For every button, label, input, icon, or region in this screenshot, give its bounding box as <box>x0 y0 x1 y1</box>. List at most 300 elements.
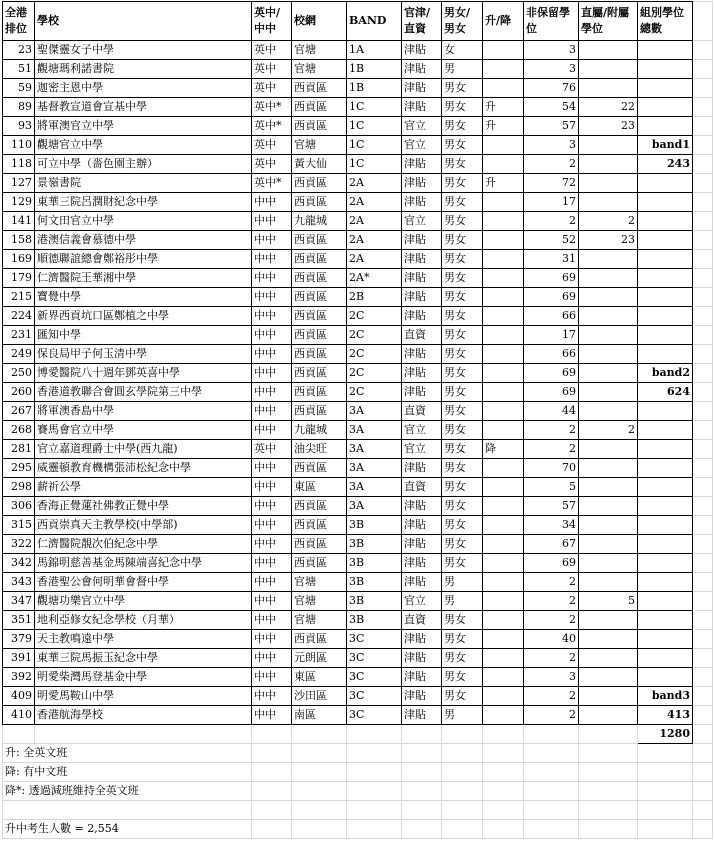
cell-medium: 英中 <box>252 79 292 98</box>
table-row <box>3 326 713 345</box>
cell-updown <box>483 668 524 687</box>
note-text: 降*: 透過減班維持全英文班 <box>3 782 252 801</box>
table-row <box>3 592 713 611</box>
cell-medium: 英中* <box>252 174 292 193</box>
cell-gender: 女 <box>442 41 483 60</box>
cell-direct <box>579 497 638 516</box>
empty-cell <box>524 763 579 782</box>
cell-rank: 93 <box>3 117 35 136</box>
cell-updown <box>483 421 524 440</box>
cell-gender: 男女 <box>442 269 483 288</box>
table-row <box>3 478 713 497</box>
cell-district: 西貢區 <box>292 459 347 478</box>
cell-school: 香港道教聯合會圓玄學院第三中學 <box>35 383 252 402</box>
cell-district: 官塘 <box>292 592 347 611</box>
empty-cell <box>638 820 693 839</box>
cell-school: 仁濟醫院王華湘中學 <box>35 269 252 288</box>
cell-gender: 男女 <box>442 98 483 117</box>
empty-cell <box>579 763 638 782</box>
header-nonreserved: 非保留學位 <box>524 2 579 41</box>
cell-district: 西貢區 <box>292 98 347 117</box>
cell-school: 港澳信義會慕德中學 <box>35 231 252 250</box>
cell-band: 3B <box>347 573 402 592</box>
empty-cell <box>693 79 713 98</box>
empty-cell <box>693 288 713 307</box>
cell-school: 香港聖公會何明華會督中學 <box>35 573 252 592</box>
cell-band-total <box>638 41 693 60</box>
cell-direct <box>579 706 638 725</box>
cell-district: 西貢區 <box>292 250 347 269</box>
cell-band-total <box>638 402 693 421</box>
cell-finance: 津貼 <box>402 649 442 668</box>
cell-nonreserved: 17 <box>524 326 579 345</box>
cell-finance: 津貼 <box>402 193 442 212</box>
empty-cell <box>693 592 713 611</box>
cell-updown <box>483 554 524 573</box>
cell-band-total <box>638 193 693 212</box>
cell-school: 何文田官立中學 <box>35 212 252 231</box>
cell-rank: 127 <box>3 174 35 193</box>
cell-school: 觀塘功樂官立中學 <box>35 592 252 611</box>
empty-cell <box>693 687 713 706</box>
empty-cell <box>402 744 442 763</box>
cell-district: 西貢區 <box>292 269 347 288</box>
cell-gender: 男女 <box>442 345 483 364</box>
empty-cell <box>693 573 713 592</box>
table-row <box>3 535 713 554</box>
cell-nonreserved: 3 <box>524 60 579 79</box>
cell-rank: 379 <box>3 630 35 649</box>
cell-school: 香海正覺蓮社佛教正覺中學 <box>35 497 252 516</box>
table-row <box>3 440 713 459</box>
empty-cell <box>638 744 693 763</box>
cell-district: 官塘 <box>292 136 347 155</box>
cell-nonreserved: 2 <box>524 611 579 630</box>
cell-band: 1B <box>347 60 402 79</box>
cell-district: 西貢區 <box>292 193 347 212</box>
empty-cell <box>693 554 713 573</box>
empty-cell <box>638 763 693 782</box>
cell-rank: 343 <box>3 573 35 592</box>
cell-medium: 中中 <box>252 231 292 250</box>
cell-nonreserved: 52 <box>524 231 579 250</box>
empty-cell <box>693 440 713 459</box>
cell-updown <box>483 383 524 402</box>
table-row <box>3 231 713 250</box>
cell-direct: 2 <box>579 421 638 440</box>
cell-band-total: 243 <box>638 155 693 174</box>
cell-nonreserved: 67 <box>524 535 579 554</box>
cell-rank: 224 <box>3 307 35 326</box>
empty-cell <box>347 820 402 839</box>
table-row <box>3 383 713 402</box>
table-row <box>3 288 713 307</box>
cell-school: 新界西貢坑口區鄭植之中學 <box>35 307 252 326</box>
cell-nonreserved: 2 <box>524 421 579 440</box>
cell-updown <box>483 649 524 668</box>
cell-gender: 男 <box>442 573 483 592</box>
cell-school: 迦密主恩中學 <box>35 79 252 98</box>
cell-district: 元朗區 <box>292 649 347 668</box>
cell-band: 2C <box>347 383 402 402</box>
cell-finance: 津貼 <box>402 706 442 725</box>
cell-gender: 男女 <box>442 250 483 269</box>
cell-gender: 男女 <box>442 478 483 497</box>
cell-finance: 津貼 <box>402 41 442 60</box>
cell-finance: 官立 <box>402 136 442 155</box>
cell-district: 西貢區 <box>292 364 347 383</box>
cell-band: 3C <box>347 668 402 687</box>
cell-direct <box>579 60 638 79</box>
header-row <box>3 2 713 41</box>
cell-district: 西貢區 <box>292 345 347 364</box>
empty-cell <box>693 383 713 402</box>
cell-band-total <box>638 60 693 79</box>
cell-band-total <box>638 478 693 497</box>
cell-medium: 英中 <box>252 440 292 459</box>
table-row <box>3 649 713 668</box>
cell-band-total <box>638 459 693 478</box>
cell-band: 3C <box>347 706 402 725</box>
empty-cell <box>442 763 483 782</box>
cell-band-total <box>638 649 693 668</box>
cell-rank: 59 <box>3 79 35 98</box>
cell-medium: 中中 <box>252 668 292 687</box>
table-row <box>3 668 713 687</box>
empty-cell <box>693 326 713 345</box>
empty-cell <box>292 744 347 763</box>
cell-band-total: 624 <box>638 383 693 402</box>
cell-gender: 男 <box>442 60 483 79</box>
empty-cell <box>252 820 292 839</box>
cell-band: 2C <box>347 307 402 326</box>
cell-updown <box>483 459 524 478</box>
empty-cell <box>252 782 292 801</box>
cell-district: 官塘 <box>292 60 347 79</box>
cell-school: 將軍澳香島中學 <box>35 402 252 421</box>
table-row <box>3 193 713 212</box>
cell-updown <box>483 41 524 60</box>
cell-band: 3A <box>347 421 402 440</box>
cell-district: 西貢區 <box>292 79 347 98</box>
empty-cell <box>693 763 713 782</box>
cell-medium: 中中 <box>252 212 292 231</box>
cell-updown <box>483 326 524 345</box>
table-row <box>3 459 713 478</box>
cell-finance: 官立 <box>402 212 442 231</box>
cell-gender: 男女 <box>442 611 483 630</box>
cell-medium: 中中 <box>252 345 292 364</box>
cell-finance: 津貼 <box>402 668 442 687</box>
cell-school: 寶覺中學 <box>35 288 252 307</box>
cell-medium: 中中 <box>252 250 292 269</box>
header-updown: 升/降 <box>483 2 524 41</box>
cell-direct <box>579 687 638 706</box>
empty-cell <box>693 117 713 136</box>
cell-finance: 官立 <box>402 440 442 459</box>
note-row <box>3 782 713 801</box>
cell-district: 官塘 <box>292 41 347 60</box>
cell-rank: 51 <box>3 60 35 79</box>
cell-gender: 男女 <box>442 554 483 573</box>
empty-cell <box>693 269 713 288</box>
cell-updown: 升 <box>483 117 524 136</box>
cell-band-total: band1 <box>638 136 693 155</box>
empty-cell <box>693 193 713 212</box>
empty-cell <box>252 725 292 744</box>
cell-gender: 男女 <box>442 421 483 440</box>
cell-district: 黃大仙 <box>292 155 347 174</box>
cell-finance: 官立 <box>402 592 442 611</box>
cell-finance: 津貼 <box>402 573 442 592</box>
header-school: 學校 <box>35 2 252 41</box>
empty-cell <box>347 725 402 744</box>
empty-cell <box>442 725 483 744</box>
note-row <box>3 820 713 839</box>
cell-district: 西貢區 <box>292 630 347 649</box>
cell-school: 薪祈公學 <box>35 478 252 497</box>
cell-direct <box>579 155 638 174</box>
cell-direct: 5 <box>579 592 638 611</box>
table-row <box>3 250 713 269</box>
empty-cell <box>693 231 713 250</box>
cell-district: 西貢區 <box>292 497 347 516</box>
cell-nonreserved: 2 <box>524 440 579 459</box>
empty-cell <box>693 136 713 155</box>
cell-nonreserved: 2 <box>524 155 579 174</box>
cell-updown <box>483 212 524 231</box>
empty-cell <box>693 60 713 79</box>
cell-rank: 391 <box>3 649 35 668</box>
cell-band-total: 413 <box>638 706 693 725</box>
cell-finance: 直資 <box>402 402 442 421</box>
cell-gender: 男女 <box>442 535 483 554</box>
cell-direct <box>579 630 638 649</box>
table-row <box>3 174 713 193</box>
empty-cell <box>524 801 579 820</box>
cell-updown <box>483 611 524 630</box>
cell-direct <box>579 573 638 592</box>
cell-nonreserved: 44 <box>524 402 579 421</box>
cell-gender: 男 <box>442 706 483 725</box>
note-text: 降: 有中文班 <box>3 763 252 782</box>
cell-updown: 降 <box>483 440 524 459</box>
cell-band: 3B <box>347 611 402 630</box>
table-row <box>3 516 713 535</box>
cell-district: 西貢區 <box>292 516 347 535</box>
table-row <box>3 212 713 231</box>
cell-rank: 322 <box>3 535 35 554</box>
empty-cell <box>402 725 442 744</box>
cell-gender: 男 <box>442 592 483 611</box>
cell-district: 九龍城 <box>292 421 347 440</box>
cell-medium: 中中 <box>252 307 292 326</box>
table-row <box>3 364 713 383</box>
cell-finance: 津貼 <box>402 535 442 554</box>
cell-nonreserved: 69 <box>524 364 579 383</box>
cell-rank: 169 <box>3 250 35 269</box>
cell-band-total <box>638 668 693 687</box>
cell-district: 西貢區 <box>292 174 347 193</box>
cell-direct: 22 <box>579 98 638 117</box>
cell-direct <box>579 250 638 269</box>
empty-cell <box>402 763 442 782</box>
cell-school: 觀塘官立中學 <box>35 136 252 155</box>
empty-cell <box>292 763 347 782</box>
cell-school: 將軍澳官立中學 <box>35 117 252 136</box>
empty-cell <box>693 725 713 744</box>
cell-updown: 升 <box>483 174 524 193</box>
empty-cell <box>402 820 442 839</box>
cell-nonreserved: 17 <box>524 193 579 212</box>
empty-cell <box>693 155 713 174</box>
cell-band-total: band2 <box>638 364 693 383</box>
cell-band: 3A <box>347 459 402 478</box>
cell-direct <box>579 383 638 402</box>
cell-updown <box>483 250 524 269</box>
cell-school: 聖傑靈女子中學 <box>35 41 252 60</box>
cell-band-total <box>638 421 693 440</box>
cell-medium: 中中 <box>252 554 292 573</box>
table-row <box>3 98 713 117</box>
cell-gender: 男女 <box>442 117 483 136</box>
cell-band: 2C <box>347 326 402 345</box>
cell-band: 1B <box>347 79 402 98</box>
cell-updown <box>483 364 524 383</box>
cell-direct <box>579 136 638 155</box>
empty-cell <box>347 744 402 763</box>
cell-district: 南區 <box>292 706 347 725</box>
cell-finance: 津貼 <box>402 630 442 649</box>
cell-rank: 409 <box>3 687 35 706</box>
empty-cell <box>483 820 524 839</box>
cell-updown <box>483 573 524 592</box>
cell-updown: 升 <box>483 98 524 117</box>
empty-cell <box>579 725 638 744</box>
cell-gender: 男女 <box>442 288 483 307</box>
cell-band: 1C <box>347 155 402 174</box>
cell-school: 基督教宣道會宣基中學 <box>35 98 252 117</box>
cell-finance: 津貼 <box>402 383 442 402</box>
cell-nonreserved: 57 <box>524 117 579 136</box>
cell-updown <box>483 60 524 79</box>
header-gender: 男女/男女 <box>442 2 483 41</box>
empty-cell <box>579 820 638 839</box>
note-row <box>3 763 713 782</box>
cell-band: 2A* <box>347 269 402 288</box>
cell-gender: 男女 <box>442 231 483 250</box>
empty-cell <box>638 782 693 801</box>
empty-cell <box>693 649 713 668</box>
cell-gender: 男女 <box>442 212 483 231</box>
cell-band-total <box>638 440 693 459</box>
empty-cell <box>483 763 524 782</box>
cell-school: 匯知中學 <box>35 326 252 345</box>
cell-updown <box>483 630 524 649</box>
cell-direct <box>579 307 638 326</box>
footer-text: 升中考生人數 = 2,554 <box>3 820 252 839</box>
cell-band-total <box>638 79 693 98</box>
table-row <box>3 573 713 592</box>
cell-gender: 男女 <box>442 497 483 516</box>
cell-nonreserved: 69 <box>524 288 579 307</box>
empty-cell <box>3 801 252 820</box>
cell-rank: 249 <box>3 345 35 364</box>
table-row <box>3 706 713 725</box>
empty-cell <box>693 345 713 364</box>
cell-gender: 男女 <box>442 383 483 402</box>
empty-cell <box>347 763 402 782</box>
cell-medium: 中中 <box>252 535 292 554</box>
cell-updown <box>483 402 524 421</box>
cell-band: 2C <box>347 364 402 383</box>
table-row <box>3 630 713 649</box>
empty-cell <box>252 763 292 782</box>
cell-band-total <box>638 592 693 611</box>
cell-direct <box>579 174 638 193</box>
cell-direct <box>579 269 638 288</box>
cell-rank: 268 <box>3 421 35 440</box>
empty-cell <box>483 725 524 744</box>
cell-band-total <box>638 117 693 136</box>
cell-band: 3A <box>347 497 402 516</box>
cell-rank: 260 <box>3 383 35 402</box>
school-allocation-table <box>2 1 713 839</box>
cell-rank: 23 <box>3 41 35 60</box>
cell-medium: 中中 <box>252 478 292 497</box>
cell-rank: 281 <box>3 440 35 459</box>
cell-updown <box>483 79 524 98</box>
cell-band: 3B <box>347 554 402 573</box>
cell-nonreserved: 66 <box>524 345 579 364</box>
cell-finance: 津貼 <box>402 269 442 288</box>
cell-finance: 直資 <box>402 326 442 345</box>
empty-cell <box>693 668 713 687</box>
cell-band: 1C <box>347 98 402 117</box>
cell-band: 3C <box>347 630 402 649</box>
note-row <box>3 744 713 763</box>
cell-band: 3A <box>347 402 402 421</box>
cell-band: 1C <box>347 117 402 136</box>
empty-cell <box>693 98 713 117</box>
empty-cell <box>292 820 347 839</box>
cell-rank: 118 <box>3 155 35 174</box>
empty-cell <box>483 782 524 801</box>
empty-cell <box>483 744 524 763</box>
cell-finance: 津貼 <box>402 345 442 364</box>
cell-gender: 男女 <box>442 516 483 535</box>
cell-school: 保良局甲子何玉清中學 <box>35 345 252 364</box>
empty-cell <box>638 801 693 820</box>
cell-nonreserved: 66 <box>524 307 579 326</box>
header-band-total: 組別學位總數 <box>638 2 693 41</box>
table-row <box>3 60 713 79</box>
cell-district: 官塘 <box>292 611 347 630</box>
cell-nonreserved: 57 <box>524 497 579 516</box>
cell-band-total <box>638 573 693 592</box>
cell-direct <box>579 193 638 212</box>
cell-nonreserved: 3 <box>524 41 579 60</box>
cell-updown <box>483 345 524 364</box>
cell-updown <box>483 231 524 250</box>
cell-updown <box>483 516 524 535</box>
cell-band: 2A <box>347 174 402 193</box>
cell-medium: 中中 <box>252 611 292 630</box>
cell-updown <box>483 136 524 155</box>
cell-medium: 中中 <box>252 687 292 706</box>
cell-district: 西貢區 <box>292 326 347 345</box>
cell-band: 3B <box>347 516 402 535</box>
